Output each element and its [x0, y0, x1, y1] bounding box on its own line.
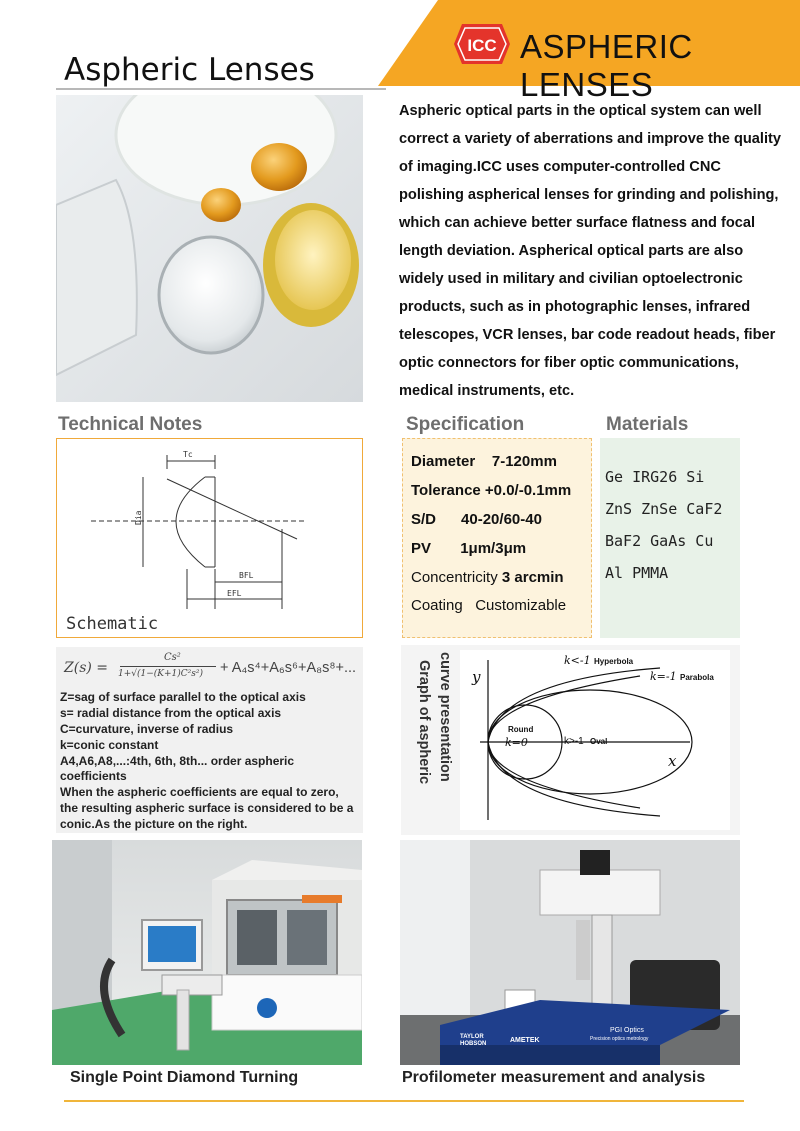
tc-label: Tc: [183, 450, 193, 459]
formula-lhs: Z(s) =: [64, 660, 109, 676]
brand-label-1: TAYLOR: [460, 1034, 484, 1040]
formula-note: conic.As the picture on the right.: [60, 817, 248, 831]
spec-value: 3 arcmin: [501, 569, 564, 586]
materials-title: Materials: [606, 414, 689, 435]
logo-text: ICC: [467, 36, 497, 55]
formula-denominator: 1+√(1−(K+1)C²s²): [118, 669, 204, 679]
formula-note: s= radial distance from the optical axis: [60, 706, 282, 720]
title-divider: [56, 88, 386, 90]
spec-value: Customizable: [475, 597, 567, 614]
diamond-turning-photo: [52, 840, 362, 1065]
formula-note: coefficients: [60, 769, 127, 783]
model-label: PGI Optics: [610, 1027, 644, 1034]
caption-diamond-turning: Single Point Diamond Turning: [70, 1069, 299, 1086]
fraction-bar: [120, 666, 216, 667]
oval-label: Oval: [590, 737, 608, 746]
specification-title: Specification: [406, 414, 525, 435]
spec-row-coating: [411, 597, 566, 614]
schematic-panel: [56, 438, 363, 638]
material-line: Al PMMA: [605, 564, 669, 582]
formula-note: A4,A6,A8,...:4th, 6th, 8th... order aspheric: [60, 754, 295, 768]
formula-note: the resulting aspheric surface is considered to be a: [60, 801, 354, 815]
page-title: Aspheric Lenses: [64, 52, 315, 88]
spec-row-concentricity: [411, 569, 564, 586]
specification-panel: [402, 438, 592, 638]
icc-logo: [452, 22, 512, 66]
schematic-diagram: [57, 439, 361, 635]
profilometer-photo: [400, 840, 740, 1065]
efl-label: EFL: [227, 589, 242, 598]
spec-row-tolerance: [411, 482, 571, 499]
bfl-label: BFL: [239, 571, 254, 580]
dia-label: Dia: [134, 510, 143, 525]
oval-k-label: k>-1: [564, 736, 584, 747]
material-line: BaF2 GaAs Cu: [605, 532, 714, 550]
schematic-label: Schematic: [66, 614, 159, 634]
formula-note: Z=sag of surface parallel to the optical axis: [60, 690, 306, 704]
y-label: y: [472, 668, 481, 686]
spec-key: Concentricity: [411, 569, 498, 586]
spec-row-diameter: [411, 453, 557, 470]
formula-note: k=conic constant: [60, 738, 159, 752]
spec-key: Diameter: [411, 453, 476, 470]
model-sub-label: Precision optics metrology: [590, 1036, 649, 1042]
formula-numerator: Cs²: [164, 652, 181, 663]
spec-key: S/D: [411, 511, 437, 528]
spec-value: 1μm/3μm: [460, 540, 527, 557]
spec-key: PV: [411, 540, 432, 557]
technical-notes-title: Technical Notes: [58, 414, 203, 435]
graph-title-line-1: Graph of aspheric: [416, 660, 432, 785]
bottom-divider: [64, 1100, 744, 1102]
graph-title-line-2: curve presentation: [437, 652, 452, 782]
intro-paragraph: Aspheric optical parts in the optical system can well correct a variety of aberrations and improve the quality of imaging.ICC uses computer-controlled CNC polishing aspherical lenses for grinding and polishing, which can achieve better surface flatness and focal length deviation. Aspherical optical parts are also widely used in military and civilian optoelectronic products, such as in photographic lenses, infrared telescopes, VCR lenses, bar code readout heads, fiber optic connectors for fiber optic communications, medical instruments, etc.: [399, 103, 781, 399]
materials-panel: [600, 438, 740, 638]
brand-label-3: AMETEK: [510, 1037, 540, 1044]
parabola-label: Parabola: [680, 673, 714, 682]
caption-profilometer: Profilometer measurement and analysis: [402, 1069, 706, 1086]
spec-value: +0.0/-0.1mm: [484, 482, 572, 499]
formula-note: C=curvature, inverse of radius: [60, 722, 234, 736]
conic-graph: [460, 650, 730, 830]
round-k-label: k=0: [505, 736, 528, 749]
material-line: ZnS ZnSe CaF2: [605, 500, 723, 518]
spec-value: 7-120mm: [491, 453, 557, 470]
spec-row-sd: [411, 511, 542, 528]
spec-key: Coating: [411, 597, 463, 614]
spec-row-pv: [411, 540, 526, 557]
formula-note: When the aspheric coefficients are equal to zero,: [60, 785, 339, 799]
graph-vertical-title: [404, 652, 452, 828]
lens-photo: [56, 95, 363, 402]
banner-title: ASPHERIC LENSES: [520, 28, 693, 103]
round-label: Round: [508, 725, 534, 734]
hyperbola-k-label: k<-1: [564, 654, 591, 667]
parabola-k-label: k=-1: [650, 670, 677, 683]
formula-tail: + A₄s⁴+A₆s⁶+A₈s⁸+...: [220, 660, 357, 676]
brand-label-2: HOBSON: [460, 1041, 487, 1047]
formula: [62, 652, 362, 688]
spec-key: Tolerance: [411, 482, 481, 499]
spec-value: 40-20/60-40: [461, 511, 542, 528]
x-label: x: [668, 752, 677, 770]
hyperbola-label: Hyperbola: [594, 657, 634, 666]
material-line: Ge IRG26 Si: [605, 468, 705, 486]
